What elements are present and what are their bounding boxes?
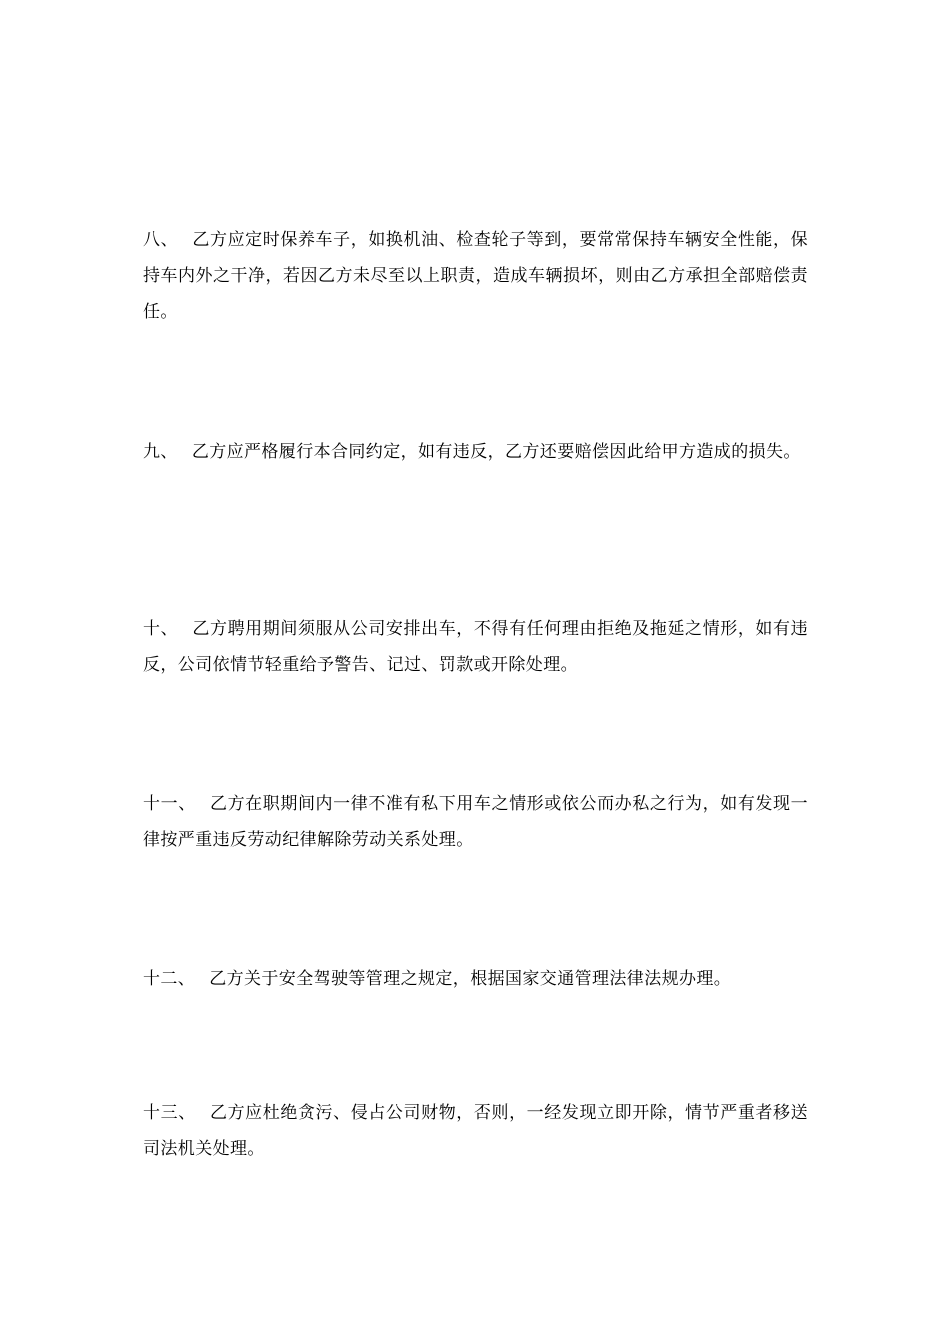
clause-number: 十一、 (143, 794, 196, 814)
clause-number: 十二、 (143, 969, 196, 989)
clause-11 (143, 786, 808, 858)
clause-10 (143, 611, 808, 683)
clause-text: 乙方关于安全驾驶等管理之规定，根据国家交通管理法律法规办理。 (209, 969, 732, 989)
clause-text: 乙方应杜绝贪污、侵占公司财物，否则，一经发现立即开除，情节严重者移送司法机关处理。 (143, 1103, 808, 1159)
clause-text: 乙方应严格履行本合同约定，如有违反，乙方还要赔偿因此给甲方造成的损失。 (191, 442, 801, 462)
clause-number: 九、 (143, 442, 178, 462)
clause-13 (143, 1095, 808, 1167)
clause-text: 乙方聘用期间须服从公司安排出车，不得有任何理由拒绝及拖延之情形，如有违反，公司依情节轻重给予警告、记过、罚款或开除处理。 (143, 619, 809, 675)
clause-12 (143, 961, 808, 997)
clause-8 (143, 222, 808, 330)
clause-number: 十三、 (143, 1103, 196, 1123)
clause-text: 乙方在职期间内一律不准有私下用车之情形或依公而办私之行为，如有发现一律按严重违反劳动纪律解除劳动关系处理。 (143, 794, 808, 850)
clause-number: 八、 (143, 230, 179, 250)
clause-number: 十、 (143, 619, 179, 639)
clause-text: 乙方应定时保养车子，如换机油、检查轮子等到，要常常保持车辆安全性能，保持车内外之干净，若因乙方未尽至以上职责，造成车辆损坏，则由乙方承担全部赔偿责任。 (143, 230, 809, 322)
clause-9 (143, 434, 808, 470)
